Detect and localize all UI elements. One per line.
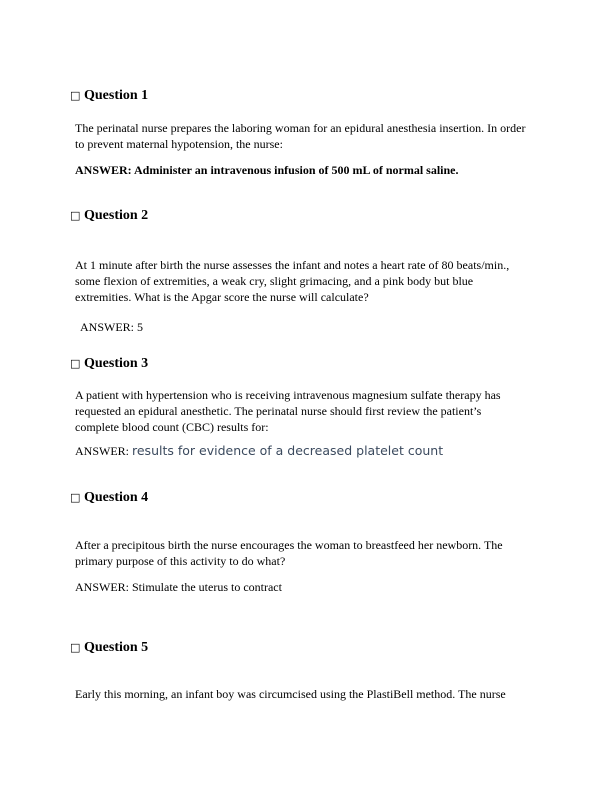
question-bullet-icon: □	[70, 209, 81, 222]
question-3-heading	[70, 356, 148, 372]
question-3-title: Question 3	[84, 356, 149, 371]
question-1-answer: ANSWER: Administer an intravenous infusion of 500 mL of normal saline.	[75, 163, 459, 177]
question-2-text: At 1 minute after birth the nurse assesses the infant and notes a heart rate of 80 beats/min., some flexion of extremities, a weak cry, slight grimacing, and a pink body but blue extremities. What is the Apgar score the nurse will calculate?	[75, 258, 510, 304]
question-3-answer-value: results for evidence of a decreased platelet count	[132, 443, 444, 458]
question-4-title: Question 4	[84, 490, 149, 505]
question-2-answer: ANSWER: 5	[80, 320, 143, 334]
question-2-heading	[70, 208, 148, 224]
question-4-text: After a precipitous birth the nurse encourages the woman to breastfeed her newborn. The primary purpose of this activity to do what?	[75, 538, 503, 568]
question-5-heading	[70, 640, 148, 656]
question-3-text: A patient with hypertension who is receiving intravenous magnesium sulfate therapy has requested an epidural anesthetic. The perinatal nurse should first review the patient’s complete blood count (CBC) results for:	[75, 388, 501, 434]
question-bullet-icon: □	[70, 357, 81, 370]
question-4-answer: ANSWER: Stimulate the uterus to contract	[75, 580, 282, 594]
question-5-text: Early this morning, an infant boy was circumcised using the PlastiBell method. The nurse	[75, 687, 506, 701]
question-4-heading	[70, 490, 148, 506]
question-1-text: The perinatal nurse prepares the laboring woman for an epidural anesthesia insertion. In order to prevent maternal hypotension, the nurse:	[75, 121, 526, 151]
question-5-title: Question 5	[84, 640, 149, 655]
question-bullet-icon: □	[70, 491, 81, 504]
question-bullet-icon: □	[70, 89, 81, 102]
question-3-answer-label: ANSWER:	[75, 444, 129, 458]
question-1-title: Question 1	[84, 88, 149, 103]
question-bullet-icon: □	[70, 641, 81, 654]
question-3-answer	[75, 443, 535, 459]
question-1-heading	[70, 88, 148, 104]
question-2-title: Question 2	[84, 208, 149, 223]
